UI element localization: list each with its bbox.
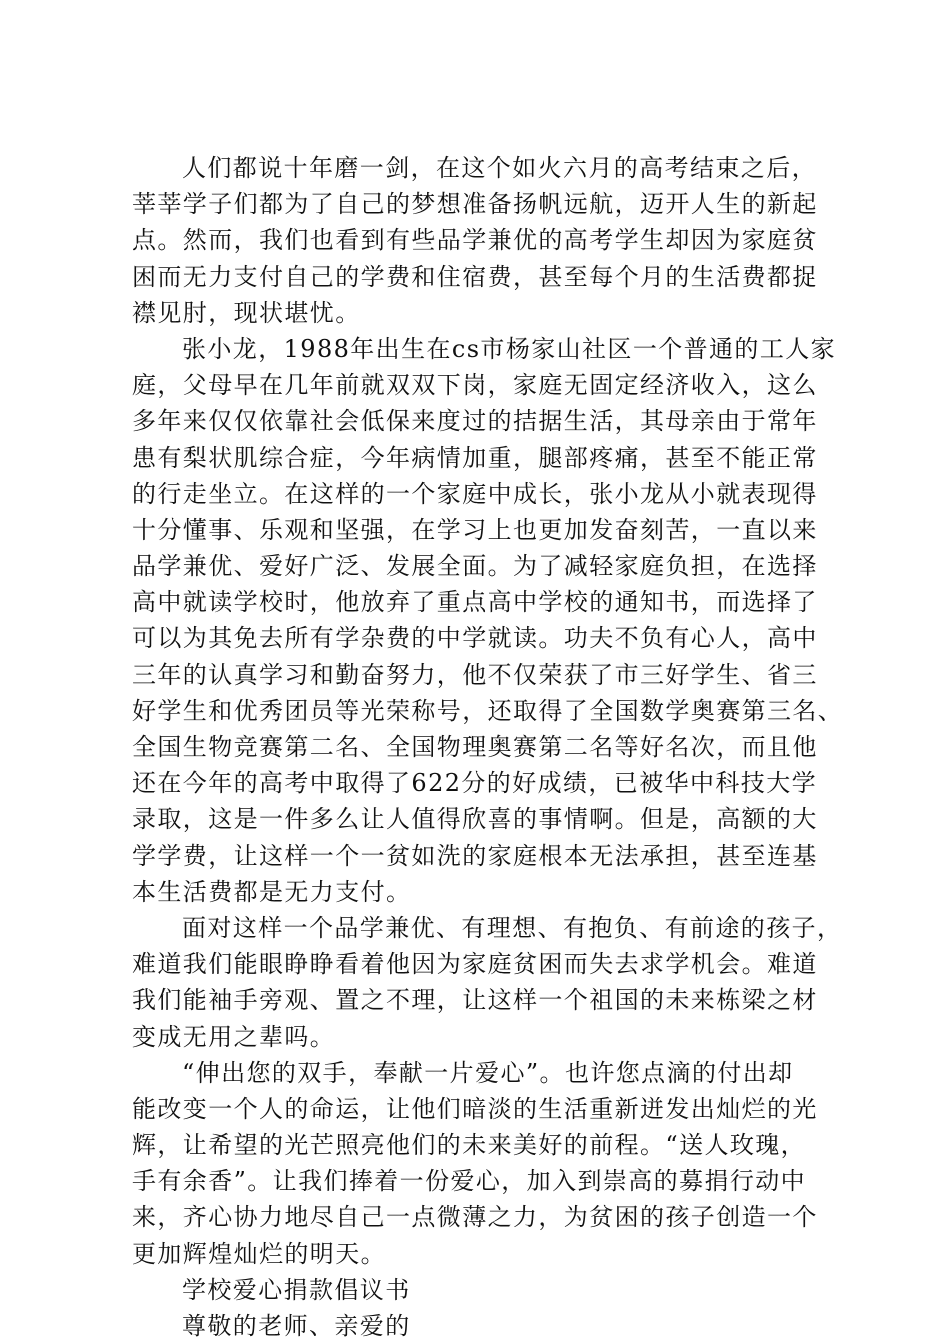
paragraph-1-line-4: 困而无力支付自己的学费和住宿费，甚至每个月的生活费都捉 bbox=[132, 262, 818, 291]
paragraph-1-line-3: 点。然而，我们也看到有些品学兼优的高考学生却因为家庭贫 bbox=[132, 226, 818, 255]
paragraph-3-line-4: 变成无用之辈吗。 bbox=[132, 1022, 336, 1051]
paragraph-4-line-3: 辉，让希望的光芒照亮他们的未来美好的前程。“送人玫瑰， bbox=[132, 1131, 807, 1160]
paragraph-2-line-13: 还在今年的高考中取得了622分的好成绩，已被华中科技大学 bbox=[132, 769, 818, 798]
paragraph-2-line-4: 患有梨状肌综合症，今年病情加重，腿部疼痛，甚至不能正常 bbox=[132, 443, 818, 472]
document-body bbox=[132, 150, 852, 1344]
paragraph-4-line-5: 来，齐心协力地尽自己一点微薄之力，为贫困的孩子创造一个 bbox=[132, 1203, 818, 1232]
paragraph-2-line-9: 可以为其免去所有学杂费的中学就读。功夫不负有心人，高中 bbox=[132, 624, 818, 653]
paragraph-1-line-2: 莘莘学子们都为了自己的梦想准备扬帆远航，迈开人生的新起 bbox=[132, 190, 818, 219]
paragraph-2-line-7: 品学兼优、爱好广泛、发展全面。为了减轻家庭负担，在选择 bbox=[132, 552, 818, 581]
paragraph-4-line-4: 手有余香”。让我们捧着一份爱心，加入到崇高的募捐行动中 bbox=[132, 1167, 807, 1196]
paragraph-2-line-1: 张小龙，1988年出生在cs市杨家山社区一个普通的工人家 bbox=[182, 334, 837, 363]
paragraph-2-line-11: 好学生和优秀团员等光荣称号，还取得了全国数学奥赛第三名、 bbox=[132, 696, 844, 725]
paragraph-2-line-15: 学学费，让这样一个一贫如洗的家庭根本无法承担，甚至连基 bbox=[132, 841, 818, 870]
paragraph-3-line-3: 我们能袖手旁观、置之不理，让这样一个祖国的未来栋梁之材 bbox=[132, 986, 818, 1015]
paragraph-3-line-2: 难道我们能眼睁睁看着他因为家庭贫困而失去求学机会。难道 bbox=[132, 950, 818, 979]
paragraph-2-line-12: 全国生物竞赛第二名、全国物理奥赛第二名等好名次，而且他 bbox=[132, 733, 818, 761]
paragraph-2-line-8: 高中就读学校时，他放弃了重点高中学校的通知书，而选择了 bbox=[132, 588, 818, 617]
salutation: 尊敬的老师、亲爱的 bbox=[182, 1312, 411, 1340]
paragraph-2-line-6: 十分懂事、乐观和坚强，在学习上也更加发奋刻苦，一直以来 bbox=[132, 515, 818, 544]
paragraph-3-line-1: 面对这样一个品学兼优、有理想、有抱负、有前途的孩子， bbox=[182, 913, 843, 942]
paragraph-2-line-2: 庭，父母早在几年前就双双下岗，家庭无固定经济收入，这么 bbox=[132, 371, 818, 400]
paragraph-4-line-1: “伸出您的双手，奉献一片爱心”。也许您点滴的付出却 bbox=[182, 1058, 794, 1087]
paragraph-4-line-6: 更加辉煌灿烂的明天。 bbox=[132, 1239, 386, 1268]
paragraph-1-line-1: 人们都说十年磨一剑，在这个如火六月的高考结束之后， bbox=[182, 154, 817, 182]
paragraph-4-line-2: 能改变一个人的命运，让他们暗淡的生活重新迸发出灿烂的光 bbox=[132, 1094, 818, 1123]
paragraph-2-line-14: 录取，这是一件多么让人值得欣喜的事情啊。但是，高额的大 bbox=[132, 805, 818, 834]
paragraph-2-line-5: 的行走坐立。在这样的一个家庭中成长，张小龙从小就表现得 bbox=[132, 479, 818, 508]
paragraph-2-line-16: 本生活费都是无力支付。 bbox=[132, 877, 412, 906]
section-title: 学校爱心捐款倡议书 bbox=[182, 1275, 411, 1304]
paragraph-2-line-10: 三年的认真学习和勤奋努力，他不仅荣获了市三好学生、省三 bbox=[132, 660, 818, 689]
paragraph-1-line-5: 襟见肘，现状堪忧。 bbox=[132, 298, 361, 327]
paragraph-2-line-3: 多年来仅仅依靠社会低保来度过的拮据生活，其母亲由于常年 bbox=[132, 407, 818, 436]
